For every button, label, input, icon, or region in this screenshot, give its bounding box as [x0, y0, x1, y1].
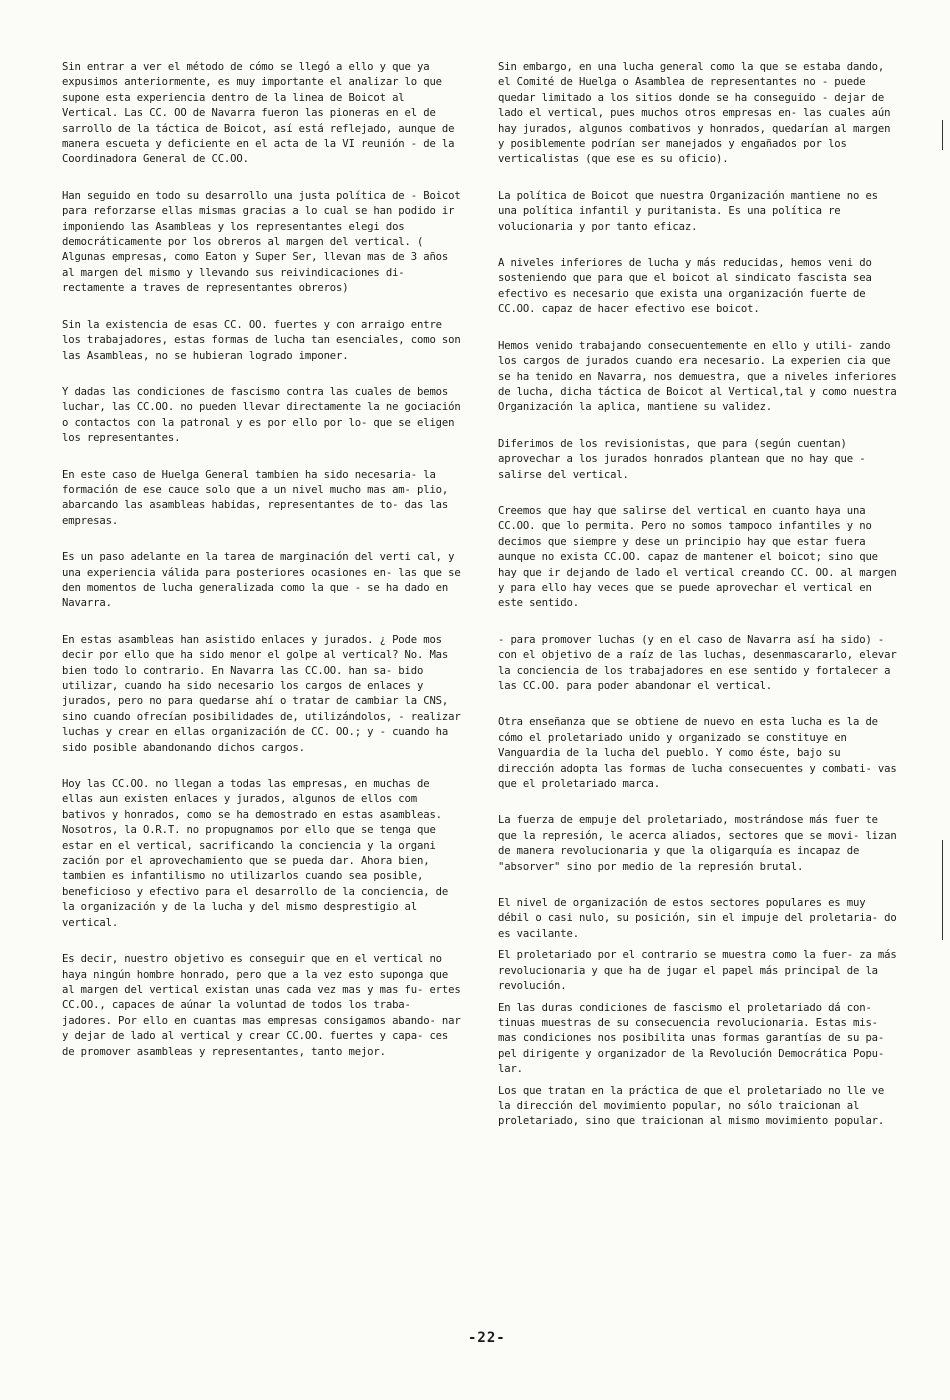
paragraph: Sin entrar a ver el método de cómo se llegó a ello y que ya expusimos anteriormente, es muy importante el analizar lo que supone esta experiencia dentro de la linea de Boicot al Vertical. Las CC. OO de Navarra fueron las pioneras en el de sarrollo de la táctica de Boicot, así está reflejado, aunque de manera escueta y deficiente en el acta de la VI reunión - de la Coordinadora General de CC.OO. [62, 61, 455, 166]
page-number: -22- [468, 1330, 506, 1346]
paragraph: Los que tratan en la práctica de que el proletariado no lle ve la dirección del movimiento popular, no sólo traicionan al proletariado, sino que traicionan al mismo movimiento popular. [498, 1084, 885, 1128]
paragraph: - para promover luchas (y en el caso de Navarra así ha sido) - con el objetivo de a raíz de las luchas, desenmascararlo, elevar la conciencia de los trabajadores en ese sentido y fortalecer a las CC.OO. para poder abandonar el vertical. [498, 633, 897, 692]
paragraph: Otra enseñanza que se obtiene de nuevo en esta lucha es la de cómo el proletariado unido y organizado se constituye en Vanguardia de la lucha del pueblo. Y como éste, bajo su dirección adopta las formas de lucha consecuentes y combati- vas que el proletariado marca. [498, 716, 897, 791]
paragraph: En estas asambleas han asistido enlaces y jurados. ¿ Pode mos decir por ello que ha sido menor el golpe al vertical? No. Mas bien todo lo contrario. En Navarra las CC.OO. han sa- bido utilizar, cuando ha sido necesario los cargos de enlaces y jurados, pero no para quedarse ahí o tratar de cambiar la CNS, sino cuando ofrecían posibilidades de, utilizándolos, - realizar luchas y crear en ellas organización de CC. OO.; y - cuando ha sido posible abandonando dichos cargos. [62, 633, 461, 754]
paragraph: Es decir, nuestro objetivo es conseguir que en el vertical no haya ningún hombre honrado, pero que a la vez esto suponga que al margen del vertical existan unas cada vez mas y mas fu- ertes CC.OO., capaces de aúnar la voluntad de todos los traba- jadores. Por ello en cuantas mas empresas consigamos abando- nar y dejar de lado al vertical y crear CC.OO. fuertes y capa- ces de promover asambleas y representantes, tanto mejor. [62, 953, 461, 1058]
margin-mark [942, 120, 943, 150]
paragraph: En las duras condiciones de fascismo el proletariado dá con- tinuas muestras de su consecuencia revolucionaria. Estas mis- mas condiciones nos posibilita unas formas garantías de su pa- pel dirigente y organizador de la Revolución Democrática Popu- lar. [498, 1001, 885, 1076]
paragraph: Sin embargo, en una lucha general como la que se estaba dando, el Comité de Huelga o Asamblea de representantes no - puede quedar limitado a los sitios donde se ha conseguido - dejar de lado el vertical, pues muchos otros empresas en- las cuales aún hay jurados, algunos combativos y honrados, quedarían al margen y posiblemente podrían ser manejados y engañados por los verticalistas (que ese es su oficio). [498, 61, 891, 166]
paragraph: La fuerza de empuje del proletariado, mostrándose más fuer te que la represión, le acerca aliados, sectores que se movi- lizan de manera revolucionaria y que la oligarquía es incapaz de "absorver" sino por medio de la represión brutal. [498, 814, 897, 873]
paragraph: Hoy las CC.OO. no llegan a todas las empresas, en muchas de ellas aun existen enlaces y jurados, algunos de ellos com bativos y honrados, como se ha demostrado en estas asambleas. Nosotros, la O.R.T. no propugnamos por ello que se tenga que estar en el vertical, sacrificando la conciencia y la organi zación por el aprovechamiento que se pueda dar. Ahora bien, tambien es infantilismo no utilizarlos cuando sea posible, beneficioso y efectivo para el desarrollo de la conciencia, de la organización y de la lucha y del mismo desprestigio al vertical. [62, 778, 449, 929]
paragraph: En este caso de Huelga General tambien ha sido necesaria- la formación de ese cauce solo que a un nivel mucho mas am- plio, abarcando las asambleas habidas, representantes de to- das las empresas. [62, 468, 449, 527]
paragraph: La política de Boicot que nuestra Organización mantiene no es una política infantil y puritanista. Es una política re volucionaria y por tanto eficaz. [498, 189, 878, 233]
left-column [62, 60, 462, 1081]
right-column [498, 60, 898, 1136]
paragraph: Diferimos de los revisionistas, que para (según cuentan) aprovechar a los jurados honrados plantean que no hay que - salirse del vertical. [498, 437, 866, 481]
paragraph: Han seguido en todo su desarrollo una justa política de - Boicot para reforzarse ellas mismas gracias a lo cual se han podido ir imponiendo las Asambleas y los representantes elegi dos democráticamente por los obreros al margen del vertical. ( Algunas empresas, como Eaton y Super Ser, llevan mas de 3 años al margen del mismo y llevando sus reivindicaciones di- rectamente a traves de representantes obreros) [62, 189, 461, 295]
paragraph: Hemos venido trabajando consecuentemente en ello y utili- zando los cargos de jurados cuando era necesario. La experien cia que se ha tenido en Navarra, nos demuestra, que a niveles inferiores de lucha, dicha táctica de Boicot al Vertical,tal y como nuestra Organización la aplica, mantiene su validez. [498, 339, 897, 414]
paragraph: Es un paso adelante en la tarea de marginación del verti cal, y una experiencia válida para posteriores ocasiones en- las que se den momentos de lucha generalizada como la que - se ha dado en Navarra. [62, 551, 461, 610]
paragraph: Creemos que hay que salirse del vertical en cuanto haya una CC.OO. que lo permita. Pero no somos tampoco infantiles y no decimos que siempre y dese un principio hay que estar fuera aunque no exista CC.OO. capaz de mantener el boicot; sino que hay que ir dejando de lado el vertical creando CC. OO. al margen y para ello hay veces que se puede aprovechar el vertical en este sentido. [498, 504, 897, 610]
paragraph: A niveles inferiores de lucha y más reducidas, hemos veni do sosteniendo que para que el boicot al sindicato fascista sea efectivo es necesario que exista una organización fuerte de CC.OO. capaz de hacer efectivo ese boicot. [498, 257, 872, 316]
paragraph: El proletariado por el contrario se muestra como la fuer- za más revolucionaria y que ha de jugar el papel más principal de la revolución. [498, 949, 897, 993]
paragraph: Sin la existencia de esas CC. OO. fuertes y con arraigo entre los trabajadores, estas formas de lucha tan esenciales, como son las Asambleas, no se hubieran logrado imponer. [62, 318, 461, 362]
paragraph: El nivel de organización de estos sectores populares es muy débil o casi nulo, su posición, sin el impuje del proletaria- do es vacilante. [498, 897, 897, 940]
margin-mark [942, 840, 943, 940]
paragraph: Y dadas las condiciones de fascismo contra las cuales de bemos luchar, las CC.OO. no pueden llevar directamente la ne gociación o contactos con la patronal y es por ello por lo- que se eligen los representantes. [62, 385, 461, 445]
